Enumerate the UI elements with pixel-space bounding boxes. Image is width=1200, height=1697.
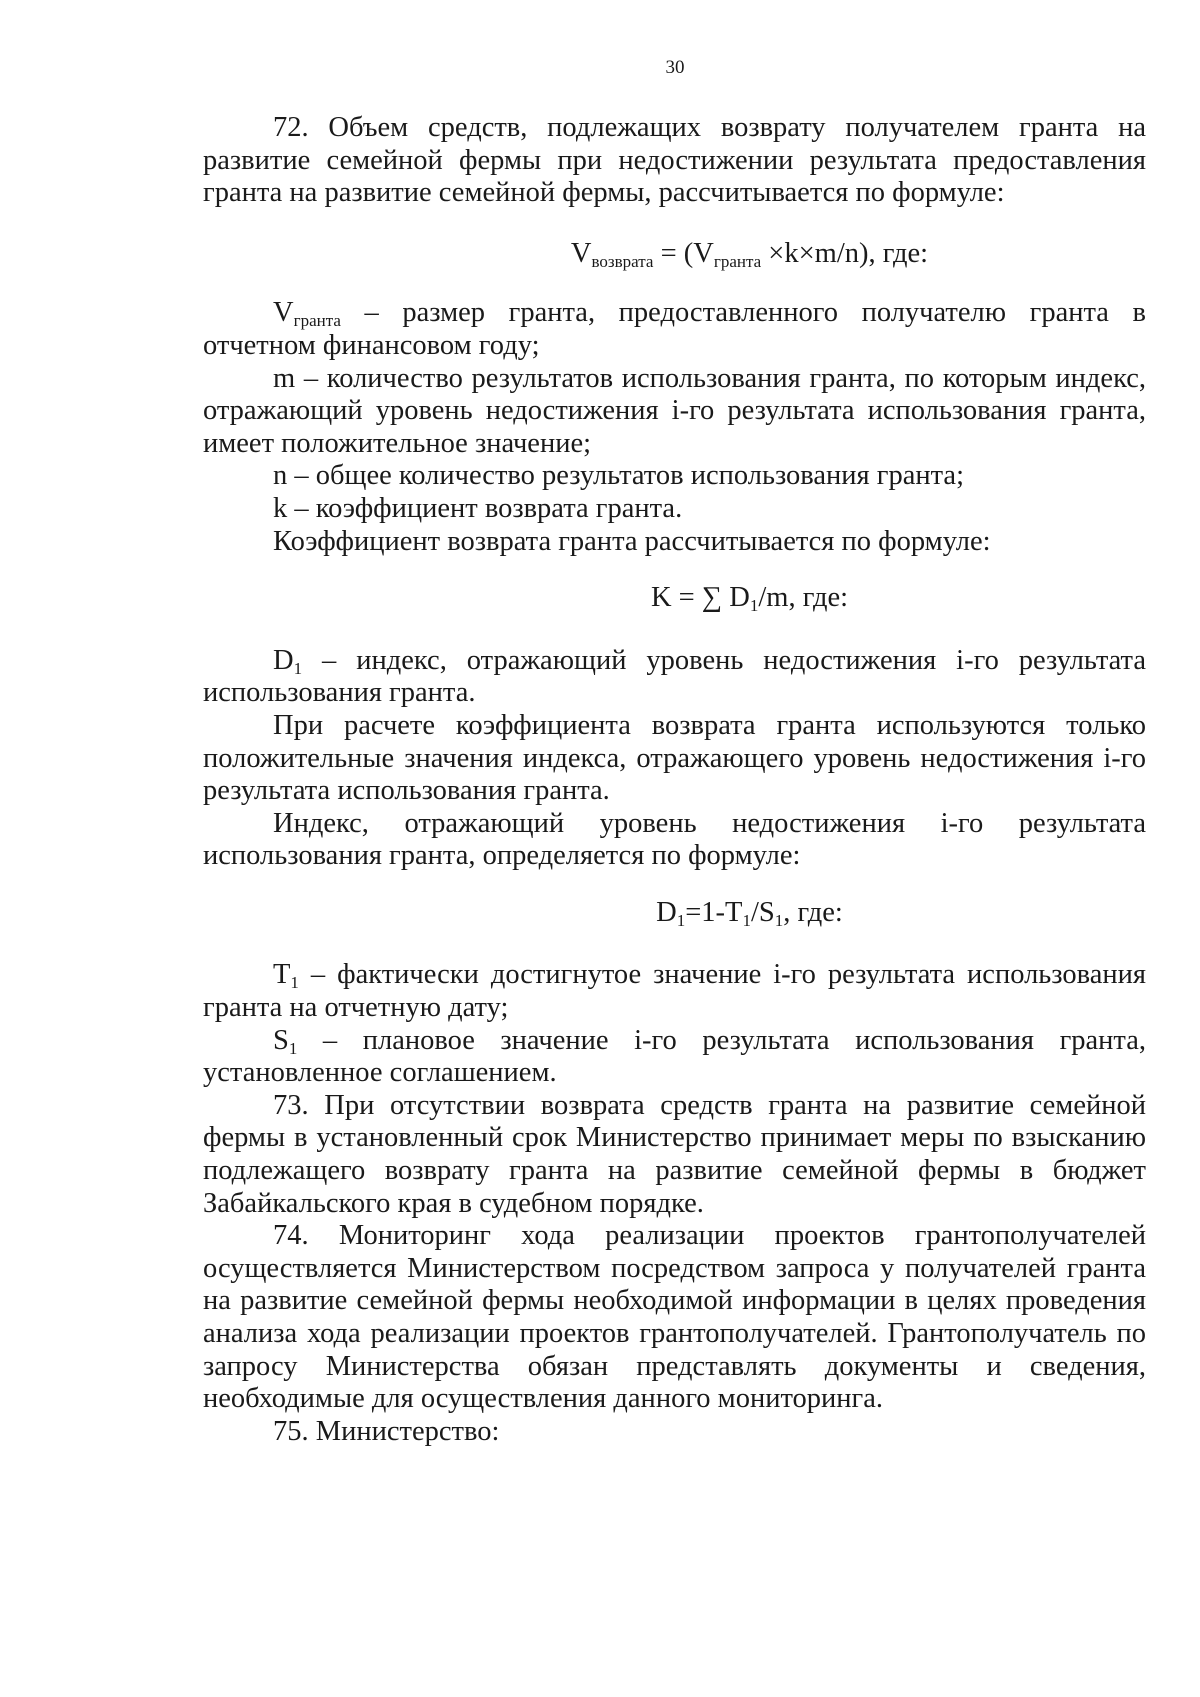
formula-coefficient xyxy=(203,582,1146,615)
formula-text: K = ∑ D xyxy=(650,582,750,614)
definition-t xyxy=(203,959,1146,1024)
definition-subscript: 1 xyxy=(288,1038,298,1058)
definition-symbol: V xyxy=(273,297,294,329)
definition-subscript: 1 xyxy=(293,658,303,678)
definition-k: k – коэффициент возврата гранта. xyxy=(273,492,683,524)
formula-subscript: гранта xyxy=(713,251,762,271)
definition-symbol: T xyxy=(273,959,291,991)
definition-d xyxy=(203,645,1146,710)
definition-n: n – общее количество результатов использования гранта; xyxy=(273,460,964,492)
document-body xyxy=(203,112,1146,1448)
definition-subscript: 1 xyxy=(290,973,299,993)
coefficient-formula-intro: Коэффициент возврата гранта рассчитывается по формуле: xyxy=(273,525,991,557)
definition-text: – плановое значение i-го результата использования гранта, установленное соглашением. xyxy=(203,1024,1146,1089)
formula-text: /m, где: xyxy=(758,582,849,614)
definition-symbol: D xyxy=(273,644,294,676)
formula-subscript: 1 xyxy=(742,910,751,930)
formula-text: ×k×m/n), где: xyxy=(761,237,929,269)
definition-symbol: S xyxy=(273,1024,289,1056)
formula-subscript: 1 xyxy=(749,596,759,616)
formula-text: , где: xyxy=(783,896,843,928)
definition-text: – фактически достигнутое значение i-го результата использования гранта на отчетную дату; xyxy=(203,959,1146,1024)
index-formula-intro: Индекс, отражающий уровень недостижения i-го результата использования гранта, определяется по формуле: xyxy=(203,807,1146,872)
formula-symbol: D xyxy=(656,896,677,928)
positive-values-note: При расчете коэффициента возврата гранта используются только положительные значения индекса, отражающего уровень недостижения i-го результата использования гранта. xyxy=(203,709,1146,807)
paragraph-74: 74. Мониторинг хода реализации проектов грантополучателей осуществляется Министерством посредством запроса у получателей гранта на развитие семейной фермы необходимой информации в целях проведения анализа хода реализации проектов грантополучателей. Грантополучатель по запросу Министерства обязан представлять документы и сведения, необходимые для осуществления данного мониторинга. xyxy=(203,1220,1146,1415)
definition-s xyxy=(203,1025,1146,1090)
formula-return-volume xyxy=(203,238,1146,271)
definition-text: – размер гранта, предоставленного получателю гранта в отчетном финансовом году; xyxy=(203,297,1146,361)
formula-text: /S xyxy=(750,896,775,928)
definition-m: m – количество результатов использования гранта, по которым индекс, отражающий уровень недостижения i-го результата использования гранта, имеет положительное значение; xyxy=(203,362,1146,459)
definition-vgrant xyxy=(203,297,1146,362)
definition-subscript: гранта xyxy=(293,311,341,331)
formula-subscript: возврата xyxy=(591,251,654,271)
page-number: 30 xyxy=(665,57,685,78)
definition-text: – индекс, отражающий уровень недостижения i-го результата использования гранта. xyxy=(203,644,1146,709)
paragraph-72: 72. Объем средств, подлежащих возврату получателем гранта на развитие семейной фермы при недостижении результата предоставления гранта на развитие семейной фермы, рассчитывается по формуле: xyxy=(203,112,1146,209)
paragraph-73: 73. При отсутствии возврата средств гранта на развитие семейной фермы в установленный срок Министерство принимает меры по взысканию подлежащего возврату гранта на развитие семейной фермы в бюджет Забайкальского края в судебном порядке. xyxy=(203,1089,1146,1219)
formula-subscript: 1 xyxy=(774,910,784,930)
formula-text: =1-T xyxy=(685,896,743,928)
formula-subscript: 1 xyxy=(676,910,686,930)
paragraph-75: 75. Министерство: xyxy=(273,1415,500,1447)
formula-index xyxy=(203,897,1146,930)
formula-symbol: V xyxy=(570,237,592,269)
formula-text: = (V xyxy=(653,237,714,269)
